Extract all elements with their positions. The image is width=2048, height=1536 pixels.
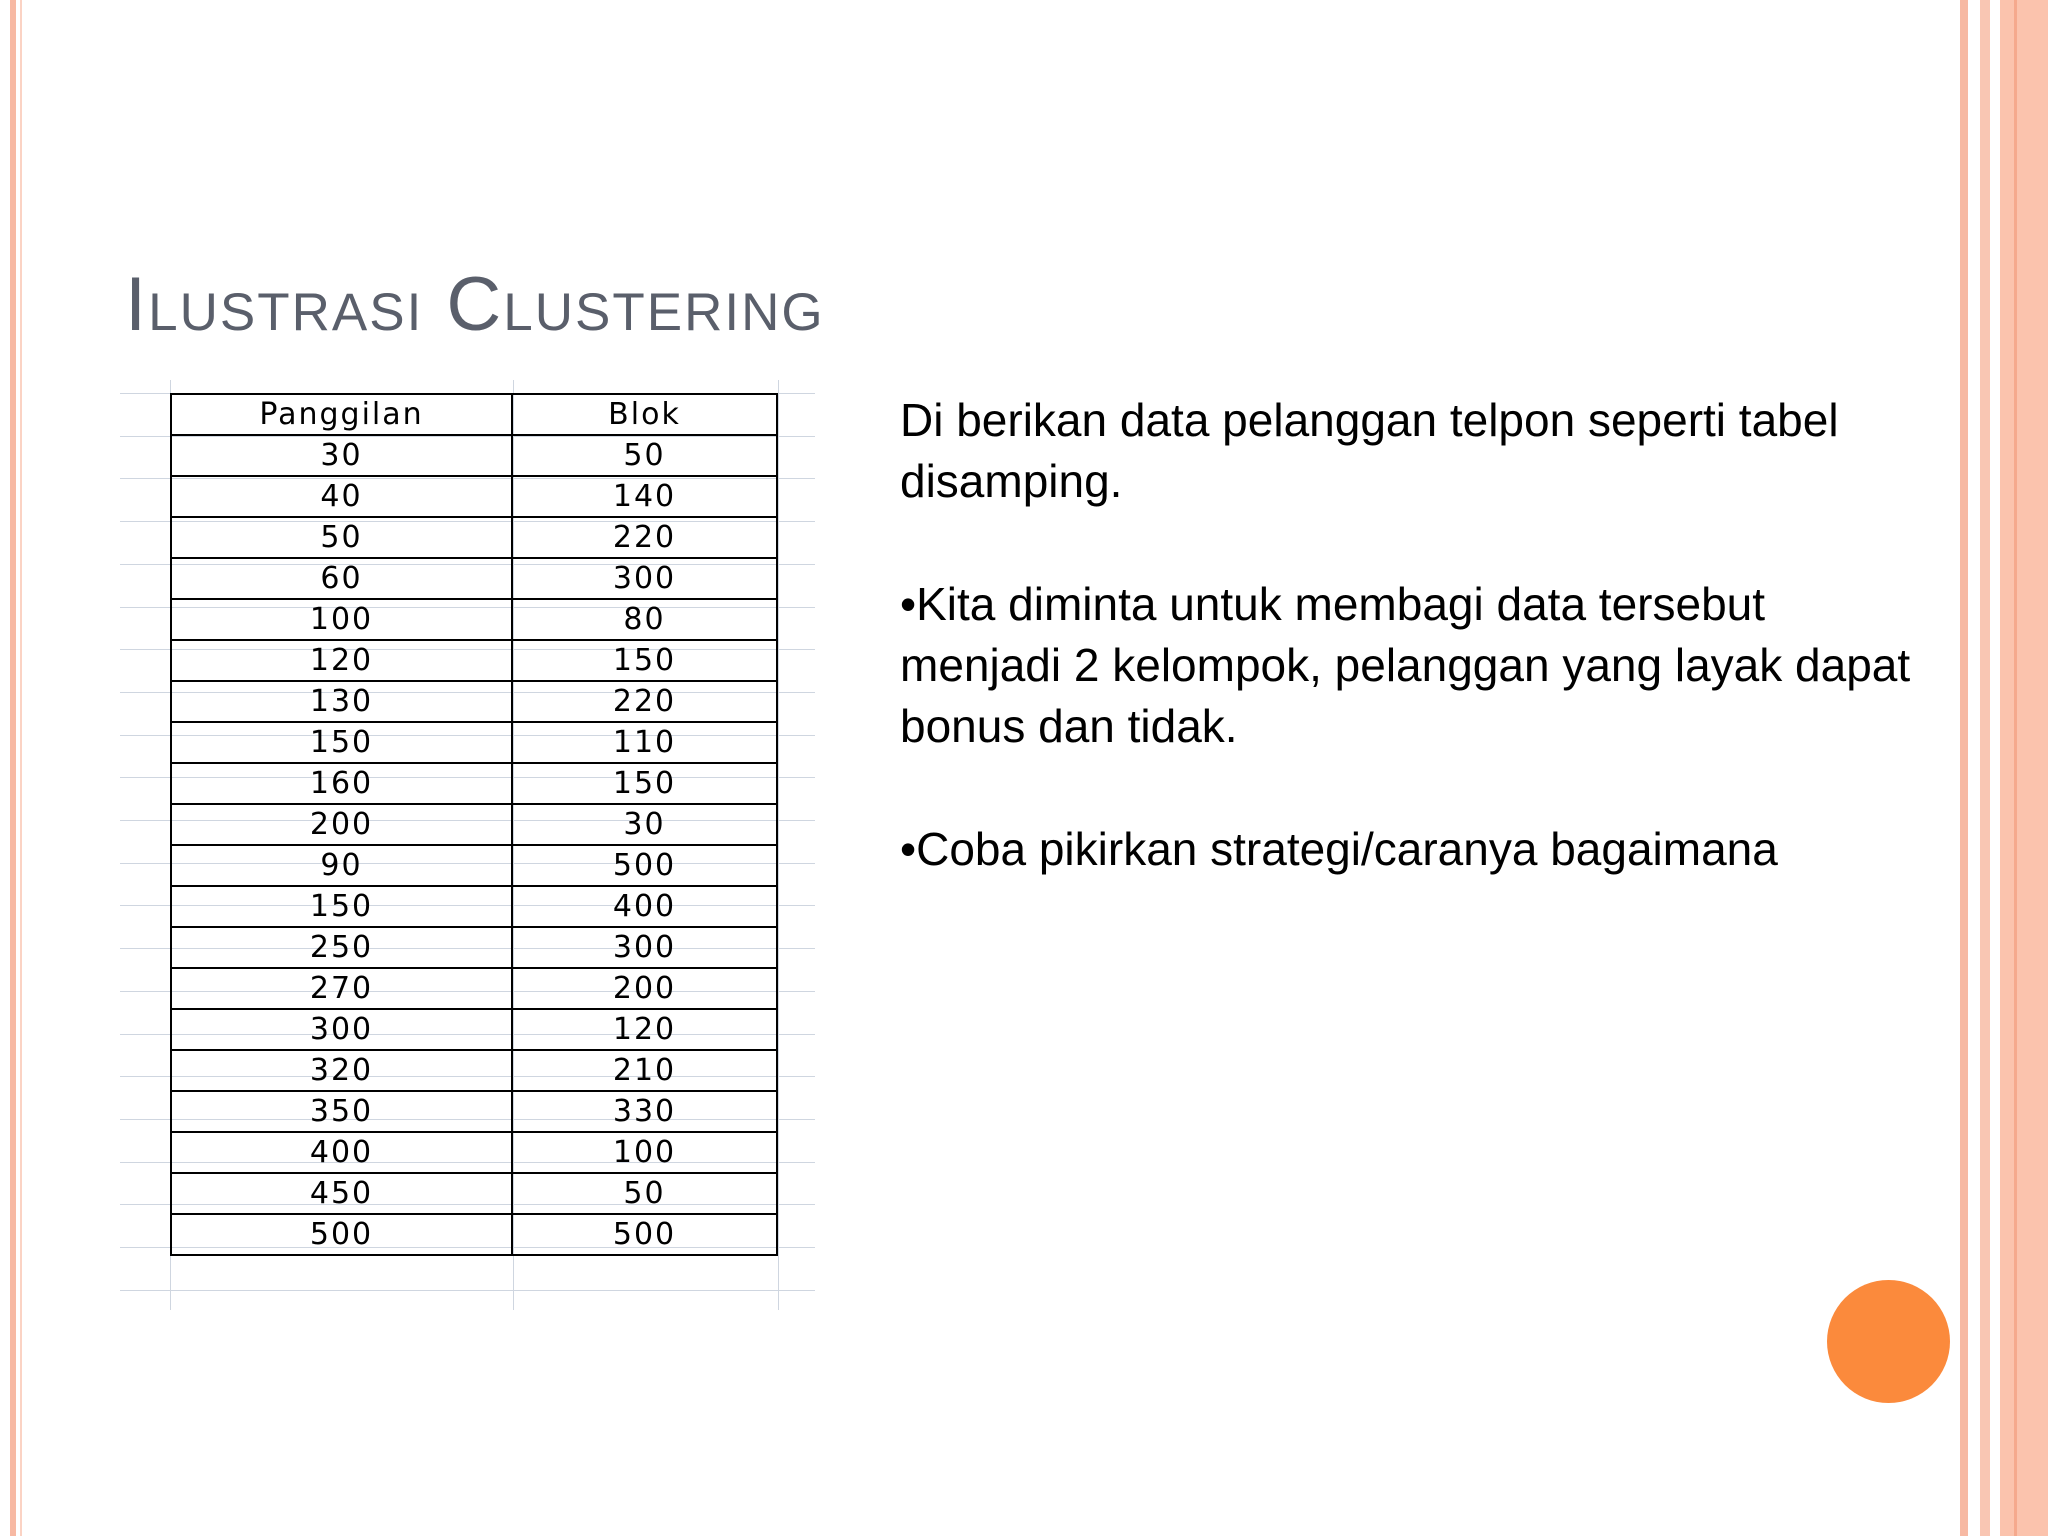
cell-panggilan: 270 — [171, 968, 512, 1009]
table-row — [171, 845, 777, 886]
table-row — [171, 927, 777, 968]
table-row — [171, 763, 777, 804]
cell-blok: 150 — [512, 763, 777, 804]
right-stripe-thin — [1960, 0, 1968, 1536]
intro-paragraph: Di berikan data pelanggan telpon seperti tabel disamping. — [900, 394, 1839, 507]
cell-blok: 300 — [512, 558, 777, 599]
cell-blok: 30 — [512, 804, 777, 845]
right-stripe-wide — [2000, 0, 2048, 1536]
gridline-horizontal — [120, 1290, 815, 1291]
cell-panggilan: 300 — [171, 1009, 512, 1050]
cell-panggilan: 400 — [171, 1132, 512, 1173]
cell-blok: 300 — [512, 927, 777, 968]
cell-blok: 210 — [512, 1050, 777, 1091]
cell-blok: 50 — [512, 435, 777, 476]
cell-blok: 330 — [512, 1091, 777, 1132]
column-header-blok: Blok — [512, 394, 777, 435]
cell-blok: 80 — [512, 599, 777, 640]
right-stripe-mid — [1980, 0, 1990, 1536]
gridline-vertical — [778, 380, 779, 1310]
slide-title: Ilustrasi Clustering — [125, 261, 825, 347]
table-row — [171, 1214, 777, 1255]
cell-panggilan: 90 — [171, 845, 512, 886]
table-row — [171, 722, 777, 763]
table-row — [171, 599, 777, 640]
cell-blok: 500 — [512, 845, 777, 886]
cell-blok: 220 — [512, 517, 777, 558]
table-row — [171, 1091, 777, 1132]
cell-panggilan: 150 — [171, 722, 512, 763]
column-header-panggilan: Panggilan — [171, 394, 512, 435]
bullet-strategy: •Coba pikirkan strategi/caranya bagaimana — [900, 823, 1778, 875]
table-row — [171, 640, 777, 681]
table-row — [171, 435, 777, 476]
data-table — [170, 393, 778, 1256]
body-text — [900, 390, 1920, 942]
cell-panggilan: 40 — [171, 476, 512, 517]
table-header-row — [171, 394, 777, 435]
table-row — [171, 517, 777, 558]
right-stripe-line — [2014, 0, 2017, 1536]
table-row — [171, 1009, 777, 1050]
table-image — [120, 380, 815, 1310]
bullet-task: •Kita diminta untuk membagi data tersebut menjadi 2 kelompok, pelanggan yang layak dapat bonus dan tidak. — [900, 578, 1911, 752]
cell-blok: 140 — [512, 476, 777, 517]
cell-panggilan: 120 — [171, 640, 512, 681]
table-body — [171, 435, 777, 1255]
table-row — [171, 1173, 777, 1214]
cell-blok: 100 — [512, 1132, 777, 1173]
cell-blok: 200 — [512, 968, 777, 1009]
cell-panggilan: 60 — [171, 558, 512, 599]
cell-blok: 150 — [512, 640, 777, 681]
cell-panggilan: 250 — [171, 927, 512, 968]
cell-panggilan: 320 — [171, 1050, 512, 1091]
table-row — [171, 1050, 777, 1091]
cell-blok: 50 — [512, 1173, 777, 1214]
cell-panggilan: 130 — [171, 681, 512, 722]
cell-blok: 110 — [512, 722, 777, 763]
cell-blok: 400 — [512, 886, 777, 927]
table-row — [171, 968, 777, 1009]
cell-blok: 120 — [512, 1009, 777, 1050]
table-row — [171, 1132, 777, 1173]
cell-panggilan: 50 — [171, 517, 512, 558]
cell-blok: 500 — [512, 1214, 777, 1255]
cell-panggilan: 150 — [171, 886, 512, 927]
cell-panggilan: 450 — [171, 1173, 512, 1214]
table-row — [171, 681, 777, 722]
left-stripe — [10, 0, 16, 1536]
orange-circle-decoration — [1827, 1280, 1950, 1403]
cell-panggilan: 350 — [171, 1091, 512, 1132]
cell-blok: 220 — [512, 681, 777, 722]
table-row — [171, 804, 777, 845]
table-row — [171, 476, 777, 517]
cell-panggilan: 500 — [171, 1214, 512, 1255]
left-stripe-inner — [20, 0, 22, 1536]
cell-panggilan: 160 — [171, 763, 512, 804]
cell-panggilan: 200 — [171, 804, 512, 845]
cell-panggilan: 30 — [171, 435, 512, 476]
cell-panggilan: 100 — [171, 599, 512, 640]
table-row — [171, 558, 777, 599]
table-row — [171, 886, 777, 927]
